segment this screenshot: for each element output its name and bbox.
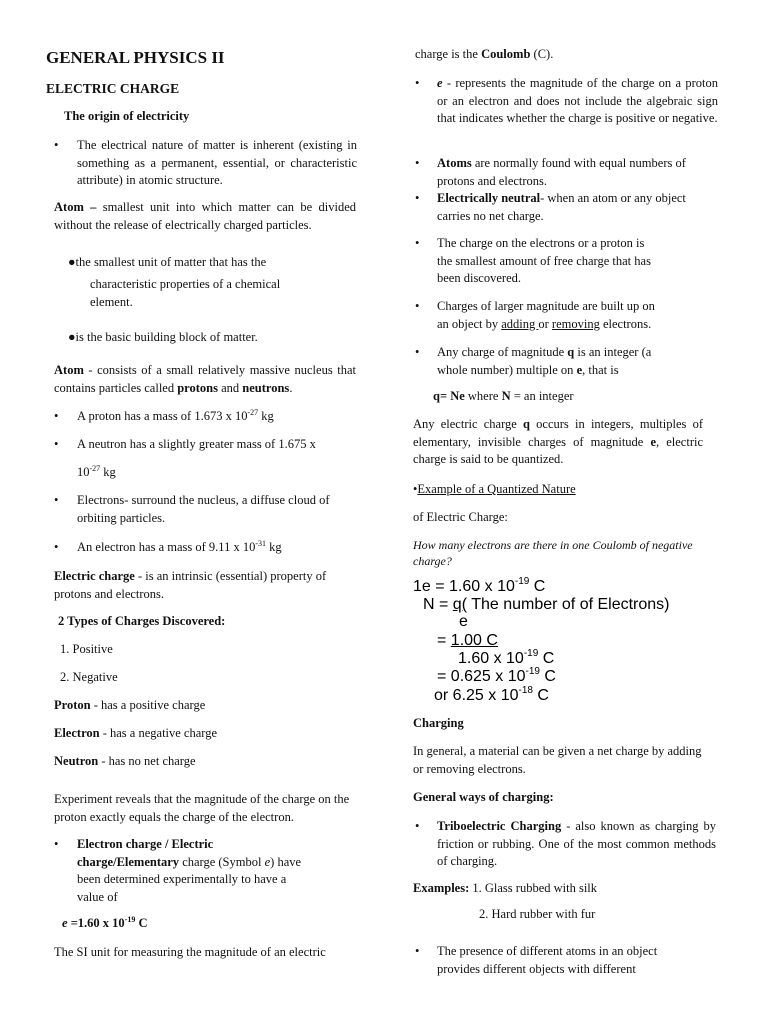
quantized-paragraph: Any electric charge q occurs in integers, multiples of elementary, invisible charges of magnitude e, electric charge is said to be quantized. xyxy=(413,417,704,466)
charge-type-negative: 2. Negative xyxy=(60,670,118,684)
examples-line-1: Examples: 1. Glass rubbed with silk xyxy=(413,881,598,895)
atom-sub-point-1-cont: characteristic properties of a chemical element. xyxy=(90,277,281,309)
charging-description: In general, a material can be given a net charge by adding or removing electrons. xyxy=(413,744,702,776)
calc-line-7: or 6.25 x $10^{-18}$ C xyxy=(434,685,549,704)
proton-definition: Proton - has a positive charge xyxy=(54,698,206,712)
charge-types-heading: 2 Types of Charges Discovered: xyxy=(58,614,226,628)
section-heading: ELECTRIC CHARGE xyxy=(46,81,180,96)
atom-definition: Atom – smallest unit into which matter can be divided without the release of electrically charged particles. xyxy=(54,200,356,232)
example-question: How many electrons are there in one Coulomb of negative charge? xyxy=(413,538,693,568)
atom-sub-point-1: ●the smallest unit of matter that has the xyxy=(68,255,267,269)
calc-line-4: = 1.00 C xyxy=(437,632,498,649)
neutron-definition: Neutron - has no net charge xyxy=(54,754,196,768)
subsection-heading: The origin of electricity xyxy=(64,109,190,123)
atom-sub-point-2: ●is the basic building block of matter. xyxy=(68,330,258,344)
calc-line-6: = 0.625 x $10^{-19}$ C xyxy=(437,666,556,685)
example-link[interactable]: •Example of a Quantized Nature xyxy=(413,482,576,496)
elementary-charge-value: e =1.60 x $10^{-19}$ C xyxy=(62,915,148,930)
atom-nucleus-definition: Atom - consists of a small relatively massive nucleus that contains particles called protons and neutrons. xyxy=(54,363,356,395)
examples-line-2: 2. Hard rubber with fur xyxy=(479,907,596,921)
electric-charge-definition: Electric charge - is an intrinsic (essential) property of protons and electrons. xyxy=(54,569,327,601)
charging-heading: Charging xyxy=(413,716,464,730)
electron-definition: Electron - has a negative charge xyxy=(54,726,218,740)
example-continuation: of Electric Charge: xyxy=(413,510,508,524)
calc-line-2: N = q( The number of of Electrons) xyxy=(423,596,670,613)
si-unit-continuation: charge is the Coulomb (C). xyxy=(415,47,554,61)
experiment-paragraph: Experiment reveals that the magnitude of the charge on the proton exactly equals the charge of the electron. xyxy=(54,792,350,824)
charging-ways-heading: General ways of charging: xyxy=(413,790,554,804)
si-unit-line: The SI unit for measuring the magnitude of an electric xyxy=(54,945,326,959)
page-title: GENERAL PHYSICS II xyxy=(46,48,225,67)
calc-line-3: e xyxy=(459,613,468,630)
calc-line-5: 1.60 x $10^{-19}$ C xyxy=(458,648,555,667)
quantization-formula: q= Ne where N = an integer xyxy=(433,389,574,403)
calc-line-1: 1e = 1.60 x $10^{-19}$ C xyxy=(413,576,546,595)
charge-type-positive: 1. Positive xyxy=(60,642,113,656)
